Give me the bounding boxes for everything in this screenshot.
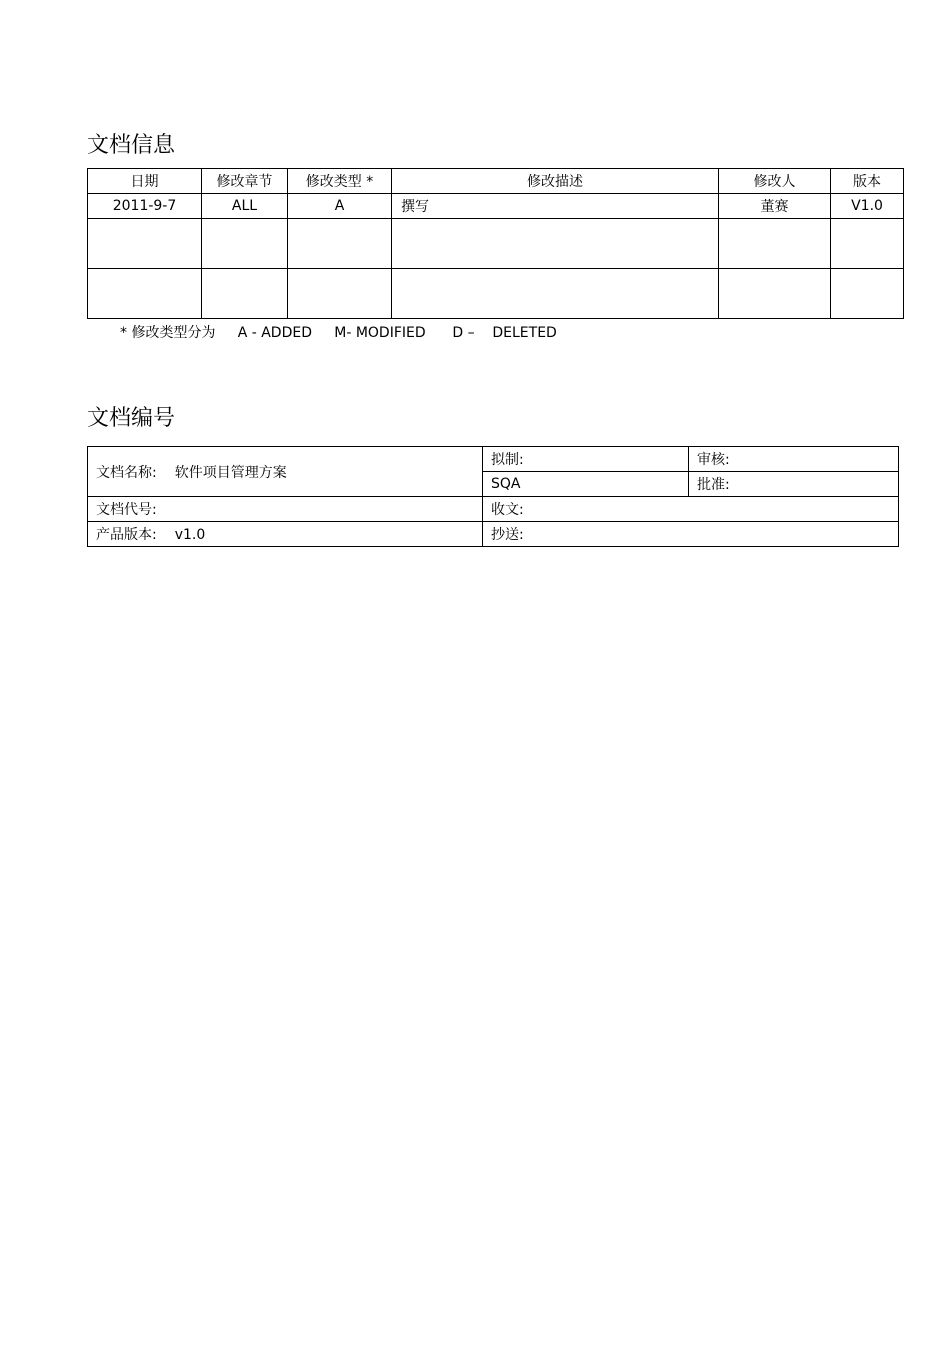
doc-code-label: 文档代号: bbox=[88, 497, 483, 522]
cell-date: 2011-9-7 bbox=[88, 194, 202, 219]
table-row bbox=[88, 194, 904, 219]
cell-change-type bbox=[288, 219, 392, 269]
table-row bbox=[88, 522, 899, 547]
cell-author: 董赛 bbox=[719, 194, 831, 219]
section-title-doc-number: 文档编号 bbox=[87, 406, 176, 431]
doc-name-cell bbox=[88, 447, 483, 497]
cell-chapter bbox=[202, 269, 288, 319]
receive-label: 收文: bbox=[483, 497, 899, 522]
table-row bbox=[88, 447, 899, 472]
cell-chapter bbox=[202, 219, 288, 269]
cell-description: 撰写 bbox=[392, 194, 719, 219]
doc-name-label: 文档名称: bbox=[96, 464, 157, 481]
revision-table bbox=[87, 168, 904, 319]
cell-version bbox=[831, 219, 904, 269]
cell-date bbox=[88, 219, 202, 269]
cell-author bbox=[719, 219, 831, 269]
doc-name-value: 软件项目管理方案 bbox=[174, 464, 287, 481]
product-version-value: v1.0 bbox=[174, 527, 206, 543]
cell-change-type: A bbox=[288, 194, 392, 219]
section-title-doc-info: 文档信息 bbox=[87, 133, 176, 158]
header-author: 修改人 bbox=[719, 169, 831, 194]
copy-to-label: 抄送: bbox=[483, 522, 899, 547]
change-type-note: * 修改类型分为 A - ADDED M- MODIFIED D – DELETED bbox=[120, 325, 557, 341]
cell-version: V1.0 bbox=[831, 194, 904, 219]
header-chapter: 修改章节 bbox=[202, 169, 288, 194]
product-version-label: 产品版本: bbox=[96, 527, 157, 543]
table-row bbox=[88, 497, 899, 522]
table-row bbox=[88, 269, 904, 319]
table-header-row bbox=[88, 169, 904, 194]
cell-chapter: ALL bbox=[202, 194, 288, 219]
doc-number-table bbox=[87, 446, 899, 547]
cell-version bbox=[831, 269, 904, 319]
header-version: 版本 bbox=[831, 169, 904, 194]
cell-description bbox=[392, 269, 719, 319]
review-label: 审核: bbox=[689, 447, 899, 472]
header-description: 修改描述 bbox=[392, 169, 719, 194]
cell-author bbox=[719, 269, 831, 319]
product-version-cell bbox=[88, 522, 483, 547]
cell-change-type bbox=[288, 269, 392, 319]
header-change-type: 修改类型 * bbox=[288, 169, 392, 194]
table-row bbox=[88, 219, 904, 269]
cell-description bbox=[392, 219, 719, 269]
header-date: 日期 bbox=[88, 169, 202, 194]
approve-label: 批准: bbox=[689, 472, 899, 497]
drafted-label: 拟制: bbox=[483, 447, 689, 472]
cell-date bbox=[88, 269, 202, 319]
drafted-value: SQA bbox=[483, 472, 689, 497]
